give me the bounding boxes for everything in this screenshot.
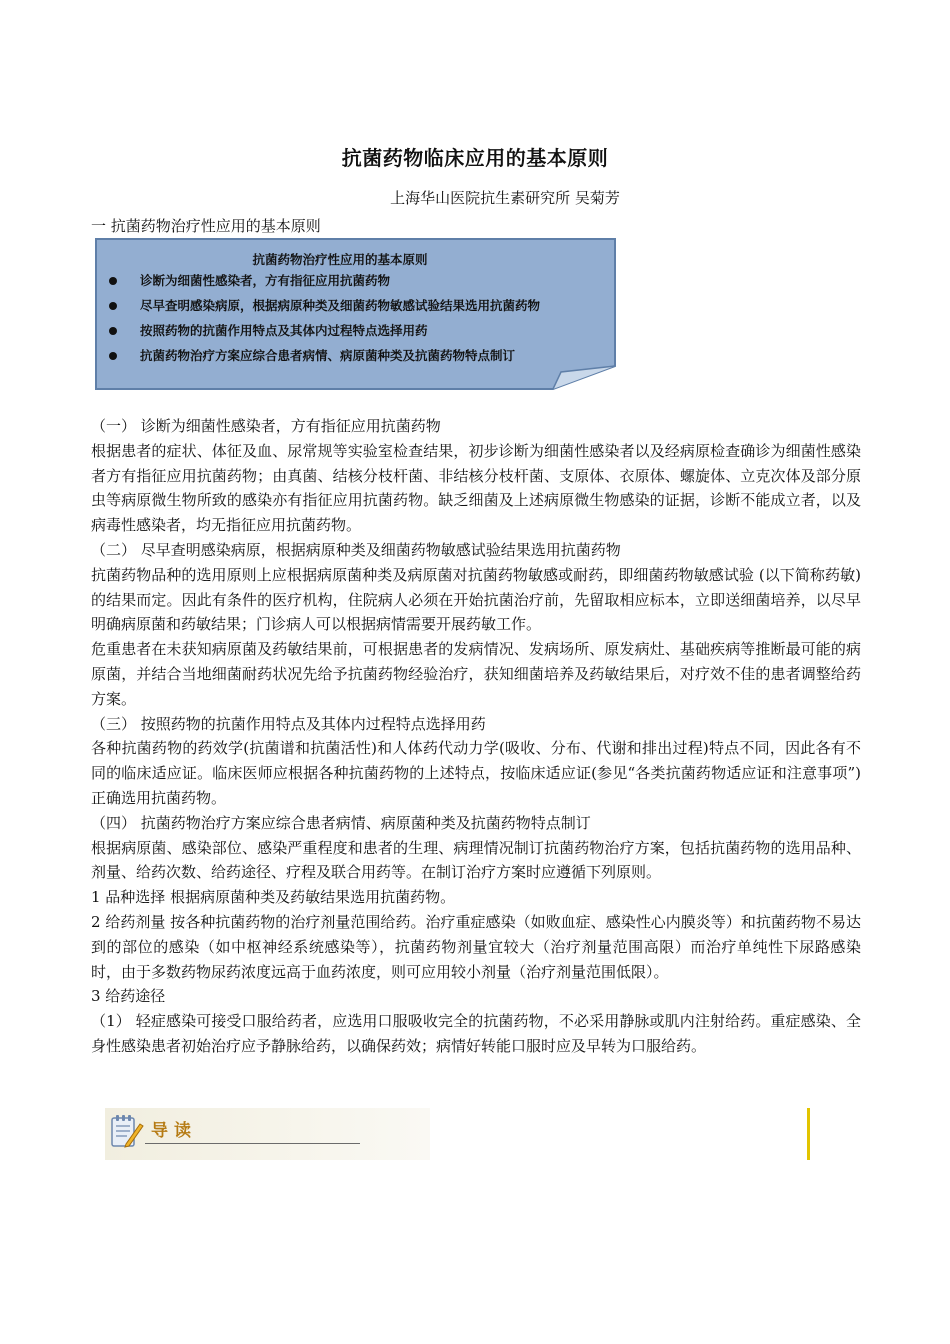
- body-text: [91, 414, 861, 1059]
- paragraph: 危重患者在未获知病原菌及药敏结果前，可根据患者的发病情况、发病场所、原发病灶、基础疾病等推断最可能的病原菌，并结合当地细菌耐药状况先给予抗菌药物经验治疗，获知细菌培养及药敏结果后，对疗效不佳的患者调整给药方案。: [91, 640, 861, 708]
- subsection-heading: （一） 诊断为细菌性感染者，方有指征应用抗菌药物: [91, 417, 441, 435]
- list-item-text: 抗菌药物治疗方案应综合患者病情、病原菌种类及抗菌药物特点制订: [140, 348, 516, 363]
- author-line: 上海华山医院抗生素研究所 吴菊芳: [390, 189, 620, 207]
- paragraph: 抗菌药物品种的选用原则上应根据病原菌种类及病原菌对抗菌药物敏感或耐药，即细菌药物敏感试验 (以下简称药敏)的结果而定。因此有条件的医疗机构，住院病人必须在开始抗菌治疗前，先留取相应标本，立即送细菌培养，以尽早明确病原菌和药敏结果；门诊病人可以根据病情需要开展药敏工作。: [91, 565, 861, 634]
- list-item: [109, 347, 540, 372]
- summary-box-list: [109, 272, 540, 372]
- summary-box: [95, 238, 617, 390]
- daodu-label: 导读: [151, 1121, 197, 1141]
- list-item-text: 尽早查明感染病原，根据病原种类及细菌药物敏感试验结果选用抗菌药物: [140, 298, 541, 313]
- paragraph: 2 给药剂量 按各种抗菌药物的治疗剂量范围给药。治疗重症感染（如败血症、感染性心内膜炎等）和抗菌药物不易达到的部位的感染（如中枢神经系统感染等），抗菌药物剂量宜较大（治疗剂量范围高限）而治疗单纯性下尿路感染时，由于多数药物尿药浓度远高于血药浓度，则可应用较小剂量（治疗剂量范围低限）。: [91, 912, 861, 981]
- paragraph: 各种抗菌药物的药效学(抗菌谱和抗菌活性)和人体药代动力学(吸收、分布、代谢和排出过程)特点不同，因此各有不同的临床适应证。临床医师应根据各种抗菌药物的上述特点，按临床适应证(参见“各类抗菌药物适应证和注意事项”)正确选用抗菌药物。: [91, 739, 861, 807]
- daodu-banner: [105, 1108, 430, 1160]
- paragraph: 根据病原菌、感染部位、感染严重程度和患者的生理、病理情况制订抗菌药物治疗方案，包括抗菌药物的选用品种、剂量、给药次数、给药途径、疗程及联合用药等。在制订治疗方案时应遵循下列原则。: [91, 838, 861, 882]
- summary-box-title: 抗菌药物治疗性应用的基本原则: [252, 252, 428, 267]
- bullet-icon: [109, 302, 117, 310]
- list-item-text: 按照药物的抗菌作用特点及其体内过程特点选择用药: [140, 323, 428, 338]
- divider: [145, 1143, 360, 1144]
- paragraph: 1 品种选择 根据病原菌种类及药敏结果选用抗菌药物。: [91, 888, 456, 907]
- subsection-heading: （二） 尽早查明感染病原，根据病原种类及细菌药物敏感试验结果选用抗菌药物: [91, 540, 621, 559]
- subsection-heading: （三） 按照药物的抗菌作用特点及其体内过程特点选择用药: [91, 714, 486, 733]
- section-heading: 一 抗菌药物治疗性应用的基本原则: [91, 217, 321, 235]
- bullet-icon: [109, 277, 117, 285]
- subsection-heading: （四） 抗菌药物治疗方案应综合患者病情、病原菌种类及抗菌药物特点制订: [91, 813, 591, 832]
- page-title: 抗菌药物临床应用的基本原则: [341, 146, 609, 170]
- notepad-pencil-icon: [109, 1112, 145, 1152]
- paragraph: （1） 轻症感染可接受口服给药者，应选用口服吸收完全的抗菌药物，不必采用静脉或肌内注射给药。重症感染、全身性感染患者初始治疗应予静脉给药，以确保药效；病情好转能口服时应及早转为口服给药。: [91, 1012, 861, 1055]
- list-item-text: 诊断为细菌性感染者，方有指征应用抗菌药物: [140, 273, 391, 288]
- bullet-icon: [109, 352, 117, 360]
- bullet-icon: [109, 327, 117, 335]
- list-item: [109, 297, 540, 322]
- list-item: [109, 322, 540, 347]
- paragraph: 3 给药途径: [91, 987, 166, 1006]
- divider: [807, 1108, 810, 1160]
- list-item: [109, 272, 540, 297]
- paragraph: 根据患者的症状、体征及血、尿常规等实验室检查结果，初步诊断为细菌性感染者以及经病原检查确诊为细菌性感染者方有指征应用抗菌药物；由真菌、结核分枝杆菌、非结核分枝杆菌、支原体、衣原体、螺旋体、立克次体及部分原虫等病原微生物所致的感染亦有指征应用抗菌药物。缺乏细菌及上述病原微生物感染的证据，诊断不能成立者，以及病毒性感染者，均无指征应用抗菌药物。: [91, 441, 861, 535]
